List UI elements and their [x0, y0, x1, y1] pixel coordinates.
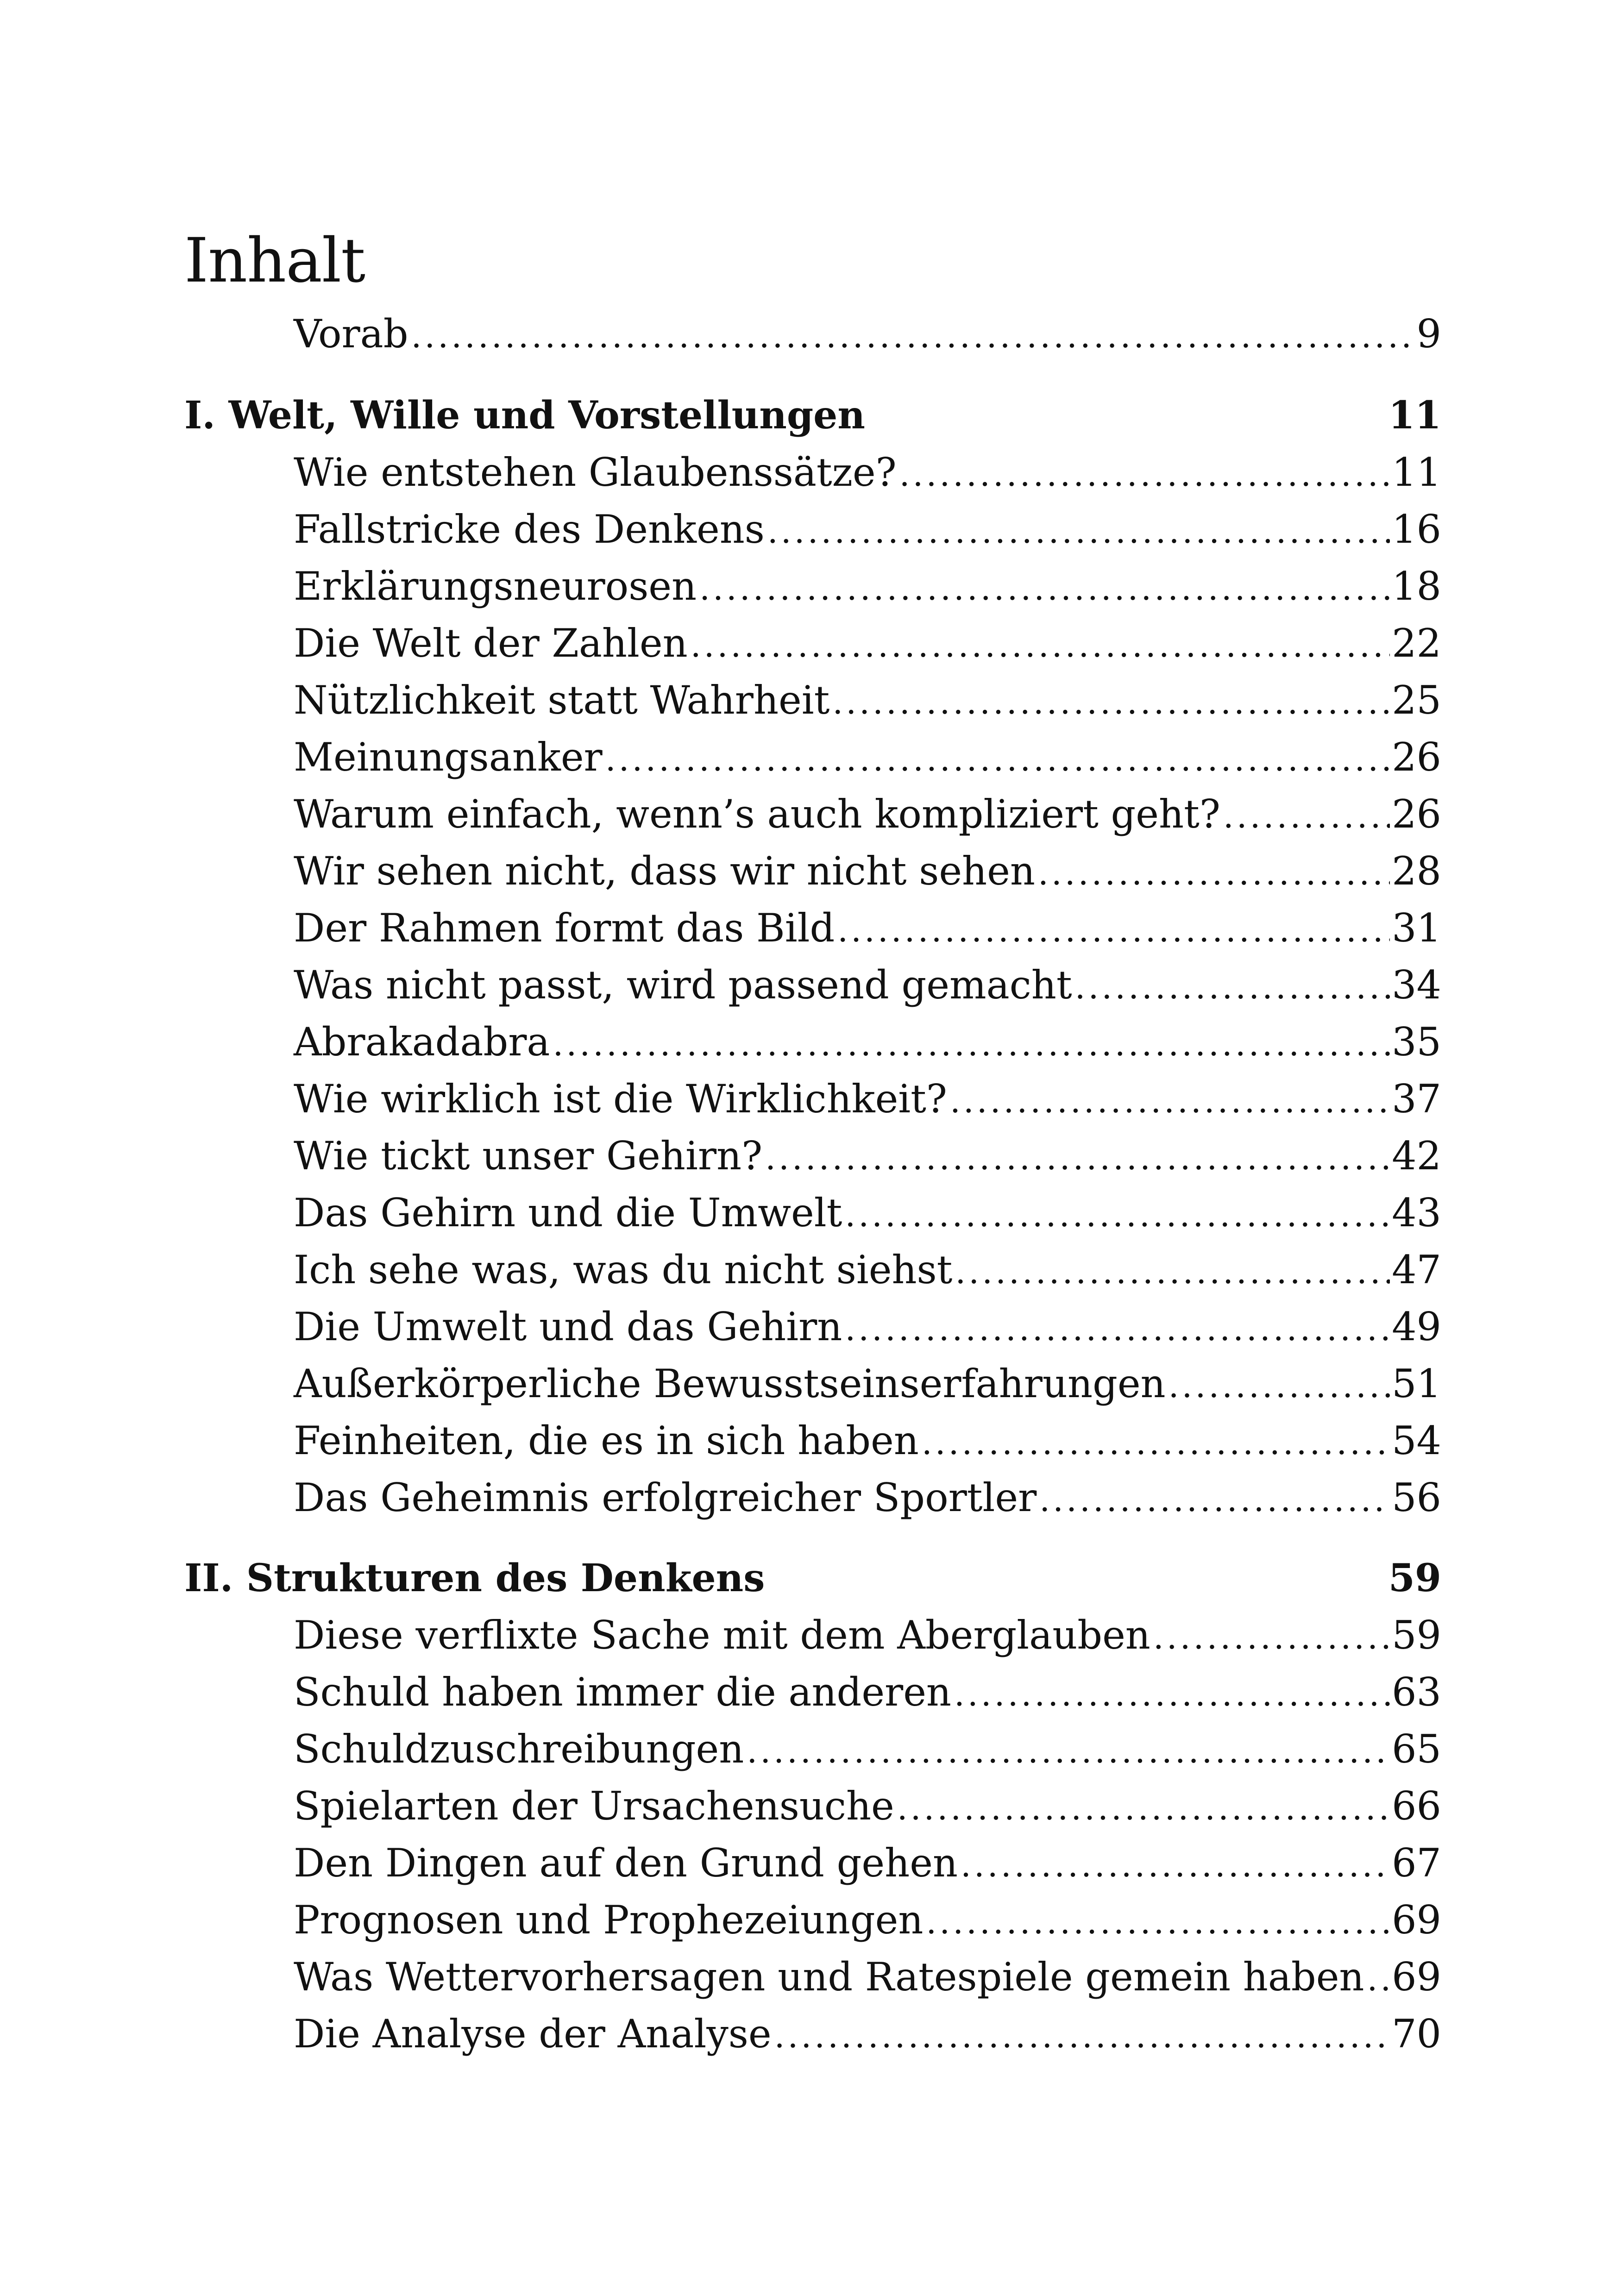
toc-entry-label: Schuldzuschreibungen: [294, 1726, 744, 1772]
toc-entry-page: 37: [1392, 1076, 1441, 1122]
toc-entry-label: Den Dingen auf den Grund gehen: [294, 1840, 958, 1886]
toc-entry: [184, 672, 1441, 729]
dot-leader: [1038, 845, 1390, 902]
section-heading-label: I. Welt, Wille und Vorstellungen: [184, 393, 865, 438]
toc-entry: [184, 1014, 1441, 1071]
toc-entry-label: Vorab: [294, 311, 408, 357]
toc-entry-label: Prognosen und Prophezeiungen: [294, 1897, 924, 1943]
toc-entry-page: 59: [1392, 1612, 1441, 1658]
toc-entry-page: 69: [1392, 1897, 1441, 1943]
dot-leader: [765, 1129, 1390, 1186]
dot-leader: [899, 446, 1390, 503]
toc-entry: [184, 1835, 1441, 1892]
toc-entry-label: Fallstricke des Denkens: [294, 507, 765, 552]
table-of-contents: [184, 306, 1441, 2063]
toc-entry: [184, 1355, 1441, 1412]
toc-entry-page: 42: [1392, 1133, 1441, 1179]
toc-entry: [184, 900, 1441, 957]
toc-entry-label: Der Rahmen formt das Bild: [294, 905, 835, 951]
toc-entry-page: 56: [1392, 1475, 1441, 1520]
toc-entry-page: 31: [1392, 905, 1441, 951]
toc-entry-label: Meinungsanker: [294, 734, 603, 780]
toc-entry-page: 28: [1392, 848, 1441, 894]
toc-entry-label: Nützlichkeit statt Wahrheit: [294, 678, 830, 723]
toc-entry-label: Abrakadabra: [294, 1019, 550, 1065]
dot-leader: [699, 560, 1390, 617]
dot-leader: [691, 617, 1390, 674]
toc-entry-page: 34: [1392, 962, 1441, 1008]
toc-entry-label: Warum einfach, wenn’s auch kompliziert geht?: [294, 791, 1220, 837]
page-title: Inhalt: [184, 225, 365, 296]
toc-entry-page: 67: [1392, 1840, 1441, 1886]
toc-entry: [184, 558, 1441, 615]
toc-entry-label: Die Welt der Zahlen: [294, 621, 688, 666]
toc-entry: [184, 444, 1441, 501]
dot-leader: [837, 902, 1390, 959]
toc-entry: [184, 957, 1441, 1014]
toc-entry: [184, 2006, 1441, 2063]
toc-entry-intro: [184, 306, 1441, 363]
toc-entry-page: 65: [1392, 1726, 1441, 1772]
toc-entry-page: 69: [1392, 1954, 1441, 2000]
toc-entry-page: 18: [1392, 564, 1441, 609]
dot-leader: [767, 503, 1390, 560]
toc-entry: [184, 1664, 1441, 1721]
toc-entry: [184, 1071, 1441, 1128]
toc-entry-page: 16: [1392, 507, 1441, 552]
toc-entry-label: Das Gehirn und die Umwelt: [294, 1190, 842, 1236]
toc-entry-label: Außerkörperliche Bewusstseinserfahrungen: [294, 1361, 1166, 1406]
toc-entry: [184, 1721, 1441, 1778]
toc-entry: [184, 1778, 1441, 1835]
dot-leader: [553, 1016, 1390, 1073]
dot-leader: [954, 1666, 1390, 1723]
toc-entry-label: Wie entstehen Glaubenssätze?: [294, 450, 897, 495]
dot-leader: [922, 1414, 1390, 1471]
toc-entry: [184, 1469, 1441, 1526]
toc-entry-page: 63: [1392, 1669, 1441, 1715]
toc-entry-page: 70: [1392, 2011, 1441, 2057]
toc-entry: [184, 1949, 1441, 2006]
toc-entry-label: Wie tickt unser Gehirn?: [294, 1133, 763, 1179]
dot-leader: [605, 731, 1390, 788]
dot-leader: [1075, 959, 1390, 1016]
dot-leader: [1367, 1951, 1390, 2007]
toc-section-heading: [184, 1549, 1441, 1607]
toc-entry-label: Wir sehen nicht, dass wir nicht sehen: [294, 848, 1035, 894]
toc-entry: [184, 1185, 1441, 1242]
toc-entry: [184, 1892, 1441, 1949]
toc-entry-page: 35: [1392, 1019, 1441, 1065]
toc-entry: [184, 615, 1441, 672]
toc-entry-label: Die Umwelt und das Gehirn: [294, 1304, 842, 1349]
dot-leader: [747, 1723, 1390, 1780]
toc-entry-page: 9: [1416, 311, 1441, 357]
toc-entry-label: Diese verflixte Sache mit dem Aberglauben: [294, 1612, 1150, 1658]
toc-entry: [184, 1412, 1441, 1469]
toc-entry-page: 66: [1392, 1783, 1441, 1829]
dot-leader: [961, 1837, 1390, 1894]
toc-entry: [184, 786, 1441, 843]
toc-entry: [184, 501, 1441, 558]
toc-entry-page: 26: [1392, 734, 1441, 780]
toc-entry-label: Was nicht passt, wird passend gemacht: [294, 962, 1072, 1008]
toc-entry-page: 25: [1392, 678, 1441, 723]
toc-entry-label: Spielarten der Ursachensuche: [294, 1783, 894, 1829]
dot-leader: [955, 1243, 1390, 1300]
section-heading-page: 59: [1388, 1556, 1441, 1600]
dot-leader: [774, 2007, 1390, 2064]
dot-leader: [950, 1073, 1390, 1129]
toc-entry-label: Schuld haben immer die anderen: [294, 1669, 952, 1715]
toc-entry-label: Die Analyse der Analyse: [294, 2011, 772, 2057]
dot-leader: [845, 1300, 1390, 1357]
toc-entry-page: 47: [1392, 1247, 1441, 1292]
toc-entry: [184, 1128, 1441, 1185]
toc-entry: [184, 1299, 1441, 1355]
toc-entry-label: Wie wirklich ist die Wirklichkeit?: [294, 1076, 947, 1122]
toc-entry-page: 22: [1392, 621, 1441, 666]
dot-leader: [1039, 1471, 1390, 1528]
dot-leader: [1169, 1357, 1390, 1414]
toc-entry-label: Erklärungsneurosen: [294, 564, 697, 609]
dot-leader: [897, 1780, 1390, 1837]
toc-entry-page: 11: [1392, 450, 1441, 495]
toc-entry-page: 49: [1392, 1304, 1441, 1349]
toc-entry-page: 54: [1392, 1418, 1441, 1463]
toc-entry-page: 43: [1392, 1190, 1441, 1236]
section-heading-label: II. Strukturen des Denkens: [184, 1556, 765, 1600]
toc-entry-label: Ich sehe was, was du nicht siehst: [294, 1247, 953, 1292]
section-heading-page: 11: [1388, 393, 1441, 438]
toc-entry: [184, 729, 1441, 786]
toc-entry-label: Feinheiten, die es in sich haben: [294, 1418, 919, 1463]
toc-sections: [184, 387, 1441, 2063]
toc-entry-label: Das Geheimnis erfolgreicher Sportler: [294, 1475, 1037, 1520]
toc-entry: [184, 1607, 1441, 1664]
toc-entry: [184, 843, 1441, 900]
dot-leader: [1153, 1609, 1390, 1666]
dot-leader: [845, 1186, 1390, 1243]
toc-entry-page: 26: [1392, 791, 1441, 837]
dot-leader: [1223, 788, 1390, 845]
toc-section-heading: [184, 387, 1441, 444]
dot-leader: [411, 307, 1415, 364]
toc-entry-page: 51: [1392, 1361, 1441, 1406]
toc-entry: [184, 1242, 1441, 1299]
dot-leader: [926, 1894, 1390, 1951]
dot-leader: [832, 674, 1390, 731]
toc-entry-label: Was Wettervorhersagen und Ratespiele gemein haben: [294, 1954, 1364, 2000]
